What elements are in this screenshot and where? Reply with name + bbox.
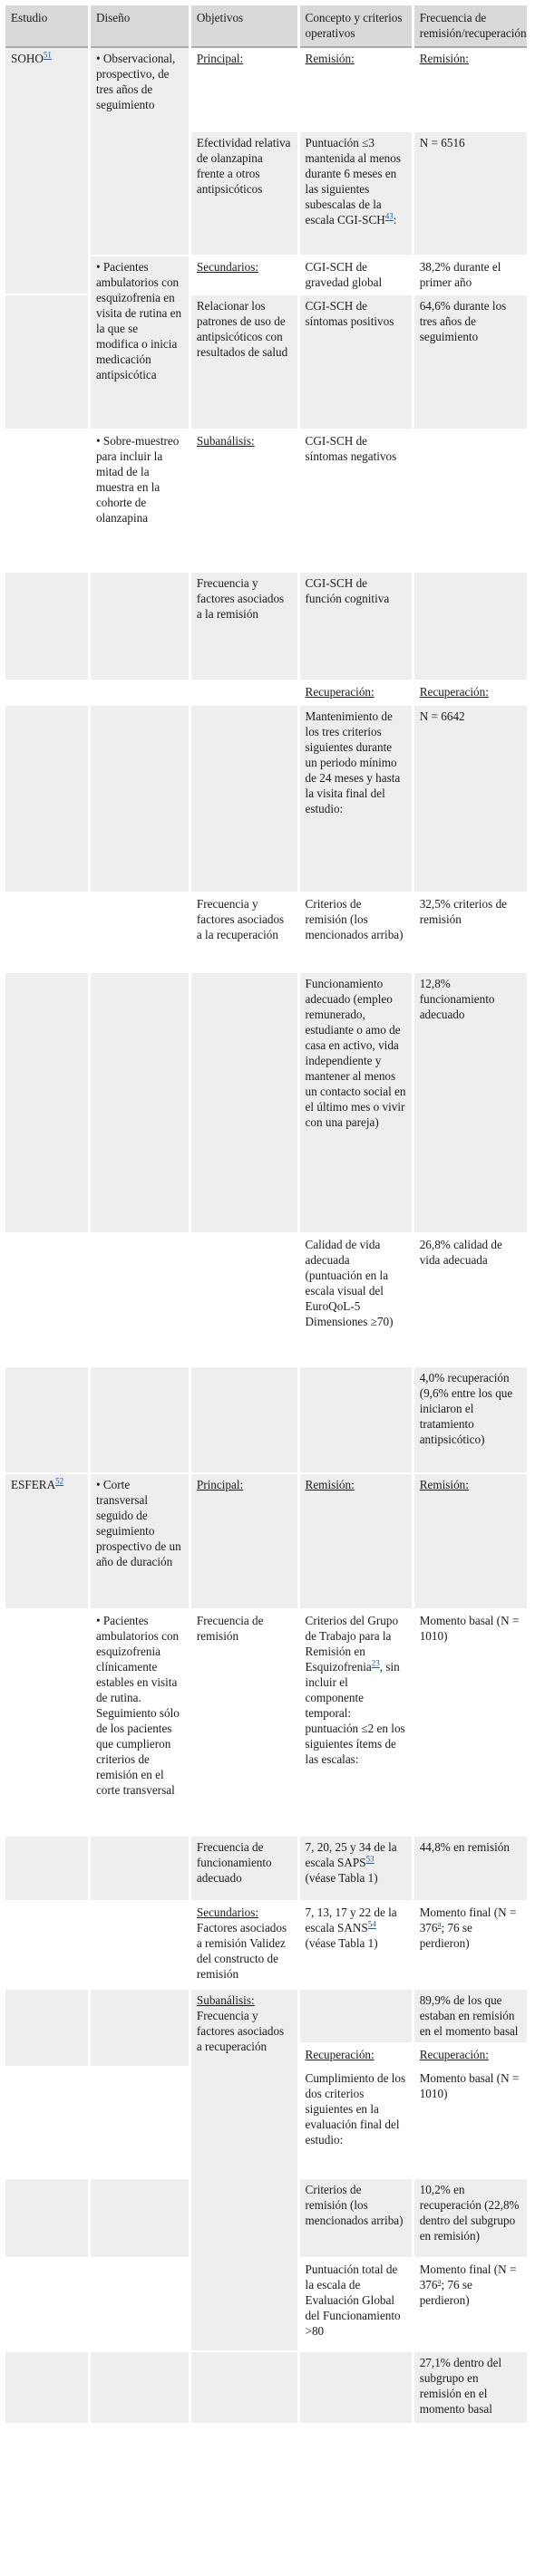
design-cell [89, 1366, 190, 1473]
frequency-text: Momento final (N = 376 [419, 1905, 517, 1934]
frequency-label: Remisión: [419, 52, 469, 65]
table-row [5, 1609, 529, 1836]
design-cell [89, 2351, 190, 2424]
design-cell [89, 256, 190, 429]
design-cell [89, 2067, 190, 2178]
criteria-text: 7, 20, 25 y 34 de la escala SAPS [305, 1840, 397, 1869]
table-row [5, 972, 529, 1233]
study-cell-empty [5, 1901, 89, 1989]
frequency-cell: 64,6% durante los tres años de seguimiento [413, 294, 528, 429]
objective-cell: Efectividad relativa de olanzapina frente a otros antipsicóticos [190, 131, 298, 256]
criteria-cell [298, 131, 413, 256]
table-row [5, 1901, 529, 1989]
criteria-cell: Criterios de remisión (los mencionados arriba) [298, 892, 413, 972]
frequency-cell [413, 572, 528, 680]
frequency-cell: Momento basal (N = 1010) [413, 2067, 528, 2178]
study-cell-empty [5, 705, 89, 892]
objective-cell [190, 1473, 298, 1609]
table-row [5, 2351, 529, 2424]
criteria-cell: Funcionamiento adecuado (empleo remunerado, estudiante o amo de casa en activo, vida independiente y mantener al menos un contacto social en el último mes o vivir con una pareja) [298, 972, 413, 1233]
table-row [5, 429, 529, 572]
study-cell-empty [5, 294, 89, 429]
design-cell [89, 2178, 190, 2258]
design-cell [89, 2258, 190, 2351]
study-cell-empty [5, 972, 89, 1233]
objective-cell [190, 429, 298, 572]
criteria-label: Remisión: [305, 1478, 355, 1491]
citation-link[interactable]: 23 [371, 1658, 380, 1668]
criteria-text: Criterios del Grupo de Trabajo para la Remisión en Esquizofrenia [305, 1614, 399, 1674]
header-criterios: Concepto y criterios operativos [298, 5, 413, 47]
design-cell [89, 1473, 190, 1609]
study-name: SOHO [11, 52, 44, 65]
frequency-cell [413, 2043, 528, 2067]
objective-cell [190, 256, 298, 294]
header-diseno: Diseño [89, 5, 190, 47]
frequency-cell [413, 2258, 528, 2351]
frequency-label: Recuperación: [419, 2048, 489, 2061]
study-cell-empty [5, 1233, 89, 1366]
design-item: • Corte transversal seguido de seguimiento prospectivo de un año de duración [96, 1478, 181, 1568]
objective-label: Secundarios: [196, 260, 259, 274]
objective-cell: Frecuencia y factores asociados a la recuperación [190, 892, 298, 972]
objective-cell: Frecuencia y factores asociados a la remisión [190, 572, 298, 680]
frequency-cell [413, 1901, 528, 1989]
criteria-cell [298, 1609, 413, 1836]
table-body [5, 47, 529, 2424]
criteria-label: Recuperación: [305, 2048, 374, 2061]
frequency-cell: 26,8% calidad de vida adecuada [413, 1233, 528, 1366]
criteria-cell: CGI-SCH de síntomas positivos [298, 294, 413, 429]
remission-recovery-table [5, 5, 530, 2425]
objective-cell: Relacionar los patrones de uso de antipsicóticos con resultados de salud [190, 294, 298, 429]
criteria-text-tail: , sin incluir el componente temporal: puntuación ≤2 en los siguientes ítems de las escalas: [305, 1660, 405, 1766]
objective-cell [190, 1233, 298, 1366]
objective-label: Secundarios: [196, 1905, 259, 1919]
frequency-cell: 27,1% dentro del subgrupo en remisión en el momento basal [413, 2351, 528, 2424]
design-cell [89, 572, 190, 680]
study-cell-empty [5, 2178, 89, 2258]
table-row [5, 705, 529, 892]
objective-text: Frecuencia y factores asociados a recuperación [196, 2009, 285, 2053]
objective-cell: Frecuencia de remisión [190, 1609, 298, 1836]
criteria-cell: Calidad de vida adecuada (puntuación en la escala visual del EuroQoL-5 Dimensiones ≥70) [298, 1233, 413, 1366]
criteria-cell [298, 1901, 413, 1989]
objective-cell [190, 705, 298, 892]
criteria-cell [298, 1989, 413, 2043]
table-row [5, 1233, 529, 1366]
table-row [5, 1366, 529, 1473]
design-cell [89, 1901, 190, 1989]
objective-cell [190, 47, 298, 131]
design-item: • Sobre-muestreo para incluir la mitad de la muestra en la cohorte de olanzapina [96, 434, 179, 525]
frequency-cell: 4,0% recuperación (9,6% entre los que iniciaron el tratamiento antipsicótico) [413, 1366, 528, 1473]
criteria-cell: Cumplimiento de los dos criterios siguientes en la evaluación final del estudio: [298, 2067, 413, 2178]
frequency-label: Remisión: [419, 1478, 469, 1491]
table-row [5, 1836, 529, 1901]
table-header [5, 5, 529, 47]
design-item: • Pacientes ambulatorios con esquizofrenia clínicamente estables en visita de rutina. Seguimiento sólo de los pacientes que cumplieron criterios de remisión en el corte transversal [96, 1614, 180, 1797]
criteria-cell [298, 1836, 413, 1901]
frequency-cell: 38,2% durante el primer año [413, 256, 528, 294]
study-cell-soho [5, 47, 89, 294]
frequency-cell [413, 429, 528, 572]
footnote-link[interactable]: a [437, 2276, 442, 2286]
citation-link[interactable]: 53 [365, 1854, 374, 1864]
objective-label: Principal: [196, 1478, 244, 1491]
design-item: • Pacientes ambulatorios con esquizofrenia en visita de rutina en la que se modifica o inicia medicación antipsicótica [96, 260, 181, 381]
criteria-label: Recuperación: [305, 685, 374, 699]
criteria-text: 7, 13, 17 y 22 de la escala SANS [305, 1905, 397, 1934]
objective-cell [190, 1989, 298, 2351]
frequency-label: Recuperación: [419, 685, 489, 699]
criteria-cell: Criterios de remisión (los mencionados arriba) [298, 2178, 413, 2258]
criteria-text: Puntuación ≤3 mantenida al menos durante 6 meses en las siguientes subescalas de la escala CGI-SCH [305, 136, 401, 227]
criteria-text-tail: : [393, 213, 397, 227]
design-cell [89, 892, 190, 972]
study-name: ESFERA [11, 1478, 56, 1491]
study-cell-empty [5, 429, 89, 572]
table-row [5, 47, 529, 131]
design-cell [89, 1836, 190, 1901]
table-row [5, 1989, 529, 2043]
design-cell [89, 972, 190, 1233]
frequency-cell [413, 1473, 528, 1609]
study-cell-empty [5, 2351, 89, 2424]
frequency-text-tail: ; 76 se perdieron) [419, 1921, 472, 1950]
design-cell [89, 429, 190, 572]
objective-cell: Frecuencia de funcionamiento adecuado [190, 1836, 298, 1901]
objective-cell [190, 2351, 298, 2424]
objective-cell [190, 1901, 298, 1989]
frequency-cell [413, 680, 528, 705]
criteria-text-tail: (véase Tabla 1) [305, 1936, 378, 1950]
design-cell [89, 705, 190, 892]
table-row [5, 680, 529, 705]
citation-link[interactable]: 43 [384, 211, 394, 221]
table-row [5, 1473, 529, 1609]
citation-link[interactable]: 51 [43, 50, 52, 60]
header-frecuencia: Frecuencia de remisión/recuperación [413, 5, 528, 47]
study-cell-empty [5, 1989, 89, 2067]
frequency-cell: 12,8% funcionamiento adecuado [413, 972, 528, 1233]
objective-cell [190, 972, 298, 1233]
frequency-cell: 32,5% criterios de remisión [413, 892, 528, 972]
criteria-cell: Mantenimiento de los tres criterios siguientes durante un periodo mínimo de 24 meses y hasta la visita final del estudio: [298, 705, 413, 892]
criteria-label: Remisión: [305, 52, 355, 65]
criteria-cell: CGI-SCH de función cognitiva [298, 572, 413, 680]
study-cell-empty [5, 680, 89, 705]
design-cell [89, 1989, 190, 2067]
study-cell-empty [5, 572, 89, 680]
objective-text: Factores asociados a remisión Validez del constructo de remisión [196, 1921, 287, 1981]
citation-link[interactable]: 52 [55, 1476, 64, 1486]
citation-link[interactable]: 54 [367, 1919, 376, 1929]
objective-label: Subanálisis: [196, 434, 255, 448]
footnote-link[interactable]: a [437, 1919, 442, 1929]
table-row [5, 892, 529, 972]
criteria-cell: Puntuación total de la escala de Evaluación Global del Funcionamiento >80 [298, 2258, 413, 2351]
header-row [5, 5, 529, 47]
frequency-text-tail: ; 76 se perdieron) [419, 2278, 472, 2307]
frequency-cell: N = 6642 [413, 705, 528, 892]
design-cell [89, 1233, 190, 1366]
criteria-cell: CGI-SCH de síntomas negativos [298, 429, 413, 572]
criteria-cell [298, 1473, 413, 1609]
study-cell-empty [5, 892, 89, 972]
frequency-cell: 10,2% en recuperación (22,8% dentro del subgrupo en remisión) [413, 2178, 528, 2258]
criteria-text-tail: (véase Tabla 1) [305, 1871, 378, 1885]
frequency-cell: 89,9% de los que estaban en remisión en el momento basal [413, 1989, 528, 2043]
study-cell-empty [5, 2258, 89, 2351]
objective-cell [190, 1366, 298, 1473]
objective-cell [190, 680, 298, 705]
frequency-cell: 44,8% en remisión [413, 1836, 528, 1901]
objective-label: Subanálisis: [196, 1993, 255, 2007]
criteria-cell [298, 2351, 413, 2424]
frequency-cell: N = 6516 [413, 131, 528, 256]
criteria-cell [298, 680, 413, 705]
study-cell-esfera [5, 1473, 89, 1609]
study-cell-empty [5, 1609, 89, 1836]
study-cell-empty [5, 2067, 89, 2178]
criteria-cell [298, 1366, 413, 1473]
study-cell-empty [5, 1836, 89, 1901]
design-cell [89, 1609, 190, 1836]
header-objetivos: Objetivos [190, 5, 298, 47]
design-cell [89, 47, 190, 256]
criteria-cell [298, 47, 413, 131]
header-estudio: Estudio [5, 5, 89, 47]
design-item: • Observacional, prospectivo, de tres años de seguimiento [96, 52, 175, 111]
table-row [5, 294, 529, 429]
study-cell-empty [5, 1366, 89, 1473]
frequency-cell [413, 47, 528, 131]
frequency-text: Momento final (N = 376 [419, 2262, 517, 2291]
criteria-cell: CGI-SCH de gravedad global [298, 256, 413, 294]
design-cell [89, 680, 190, 705]
objective-label: Principal: [196, 52, 244, 65]
frequency-cell: Momento basal (N = 1010) [413, 1609, 528, 1836]
criteria-cell [298, 2043, 413, 2067]
table-row [5, 572, 529, 680]
